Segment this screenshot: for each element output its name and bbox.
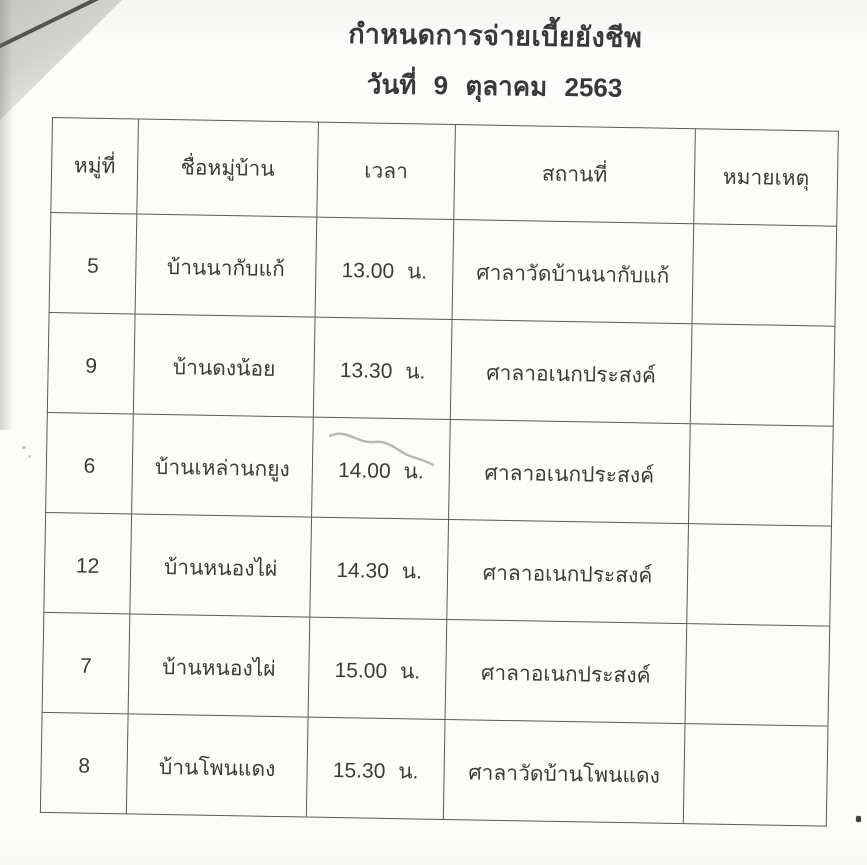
moo-cell: 8 bbox=[40, 712, 128, 813]
scan-speck bbox=[28, 455, 31, 458]
place-cell: ศาลาอเนกประสงค์ bbox=[449, 419, 691, 523]
column-header-village: ชื่อหมู่บ้าน bbox=[137, 119, 319, 217]
table-row bbox=[47, 312, 835, 426]
village-cell: บ้านนากับแก้ bbox=[135, 214, 317, 317]
header-row bbox=[51, 118, 839, 227]
time-cell: 13.00 น. bbox=[315, 217, 454, 319]
moo-cell: 5 bbox=[49, 212, 137, 313]
moo-cell: 9 bbox=[47, 312, 135, 413]
table-row bbox=[49, 212, 837, 326]
date-line: วันที่ 9 ตุลาคม 2563 bbox=[366, 69, 623, 103]
table-row bbox=[42, 612, 830, 726]
note-cell bbox=[692, 224, 837, 326]
time-cell: 14.30 น. bbox=[310, 517, 449, 619]
moo-cell: 12 bbox=[44, 512, 132, 613]
time-cell: 13.30 น. bbox=[313, 317, 452, 419]
note-cell bbox=[683, 724, 828, 826]
column-header-time: เวลา bbox=[317, 122, 456, 219]
scanner-edge-shadow bbox=[0, 0, 13, 430]
moo-cell: 6 bbox=[46, 412, 134, 513]
place-cell: ศาลาอเนกประสงค์ bbox=[445, 619, 687, 723]
place-cell: ศาลาอเนกประสงค์ bbox=[450, 320, 692, 424]
place-cell: ศาลาวัดบ้านนากับแก้ bbox=[452, 220, 694, 324]
village-cell: บ้านหนองไผ่ bbox=[130, 514, 312, 617]
time-cell: 15.30 น. bbox=[306, 717, 445, 819]
village-cell: บ้านโพนแดง bbox=[126, 714, 308, 817]
schedule-table bbox=[40, 117, 839, 827]
village-cell: บ้านเหล่านกยูง bbox=[132, 414, 314, 517]
note-cell bbox=[690, 324, 835, 426]
table-row bbox=[40, 712, 828, 826]
note-cell bbox=[688, 424, 833, 526]
moo-cell: 7 bbox=[42, 612, 130, 713]
column-header-moo: หมู่ที่ bbox=[51, 118, 139, 214]
document-header bbox=[94, 8, 867, 112]
village-cell: บ้านดงน้อย bbox=[133, 314, 315, 417]
page-title: กำหนดการจ่ายเบี้ยยังชีพ bbox=[348, 18, 643, 54]
ink-dot-artifact bbox=[856, 816, 861, 822]
time-cell: 14.00 น. bbox=[312, 417, 451, 519]
schedule-table-wrapper bbox=[40, 117, 839, 827]
table-row bbox=[46, 412, 834, 526]
village-cell: บ้านหนองไผ่ bbox=[128, 614, 310, 717]
place-cell: ศาลาอเนกประสงค์ bbox=[447, 519, 689, 623]
scan-speck bbox=[22, 446, 26, 449]
place-cell: ศาลาวัดบ้านโพนแดง bbox=[443, 719, 685, 823]
note-cell bbox=[687, 524, 832, 626]
column-header-note: หมายเหตุ bbox=[694, 129, 839, 226]
note-cell bbox=[685, 624, 830, 726]
table-row bbox=[44, 512, 832, 626]
time-cell: 15.00 น. bbox=[308, 617, 447, 719]
column-header-place: สถานที่ bbox=[454, 125, 696, 224]
